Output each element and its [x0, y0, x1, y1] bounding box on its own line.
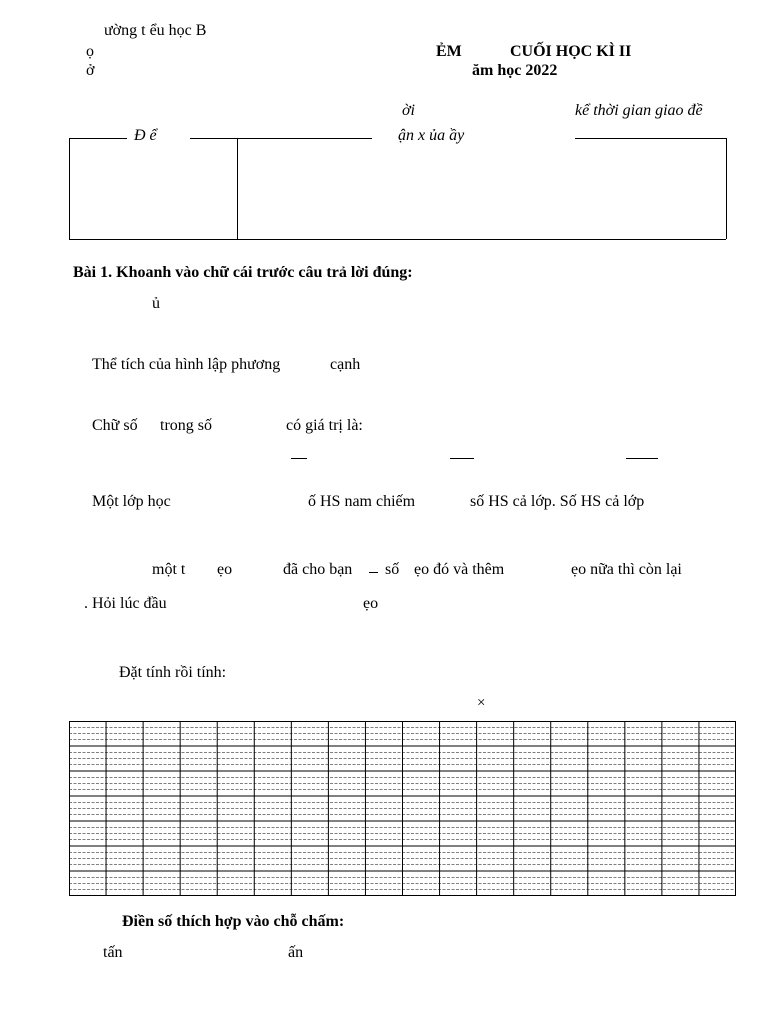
working-grid	[69, 721, 736, 896]
question-candy-a: một t	[152, 561, 186, 578]
section-1-sub: ủ	[152, 295, 160, 312]
question-candy-b: ẹo	[217, 561, 233, 578]
time-note-right: kể thời gian giao đề	[575, 102, 703, 119]
fraction-bar-d	[369, 572, 378, 573]
question-candy-line-2b: ẹo	[363, 595, 379, 612]
fraction-bar-c	[626, 458, 658, 459]
box-top-line-right	[575, 138, 726, 139]
question-candy-e: ẹo đó và thêm	[414, 561, 505, 578]
score-label: Đ ể	[134, 127, 157, 144]
question-digit: Chữ số	[92, 417, 138, 434]
question-volume: Thể tích của hình lập phương	[92, 356, 281, 373]
question-candy-d: số	[385, 561, 400, 578]
question-candy-c: đã cho bạn	[283, 561, 353, 578]
school-name: ường t ểu học B	[104, 22, 207, 39]
question-volume-end: cạnh	[330, 356, 361, 373]
multiply-sign: ×	[477, 695, 486, 711]
fraction-bar-b	[450, 458, 474, 459]
box-right-border	[726, 138, 727, 239]
teacher-comment-label: ận x ủa ầy	[398, 127, 465, 144]
fill-item-1: tấn	[103, 944, 123, 961]
box-top-line-mid	[190, 138, 372, 139]
question-digit-mid: trong số	[160, 417, 212, 434]
header-left-line-3: ở	[86, 62, 95, 79]
fraction-bar-a	[291, 458, 307, 459]
exam-title-part-1: ẺM	[436, 43, 462, 60]
box-top-line-left	[69, 138, 127, 139]
section-2-title: Đặt tính rồi tính:	[119, 664, 227, 681]
box-left-border	[69, 138, 70, 239]
question-class-mid: ố HS nam chiếm	[308, 493, 416, 510]
section-3-title: Điền số thích hợp vào chỗ chấm:	[122, 913, 345, 930]
question-class-end: số HS cả lớp. Số HS cả lớp	[470, 493, 645, 510]
question-class: Một lớp học	[92, 493, 171, 510]
school-year: ăm học 2022	[472, 62, 558, 79]
question-candy-line-2a: . Hỏi lúc đầu	[84, 595, 167, 612]
exam-title-part-2: CUỐI HỌC KÌ II	[510, 43, 632, 60]
box-bottom-border	[69, 239, 726, 240]
question-digit-end: có giá trị là:	[286, 417, 363, 434]
fill-item-2: ấn	[288, 944, 304, 961]
header-left-line-2: ọ	[86, 43, 94, 60]
section-1-title: Bài 1. Khoanh vào chữ cái trước câu trả lời đúng:	[73, 264, 413, 281]
question-candy-f: ẹo nữa thì còn lại	[571, 561, 682, 578]
time-note-left: ời	[402, 102, 415, 119]
box-divider	[237, 138, 238, 239]
